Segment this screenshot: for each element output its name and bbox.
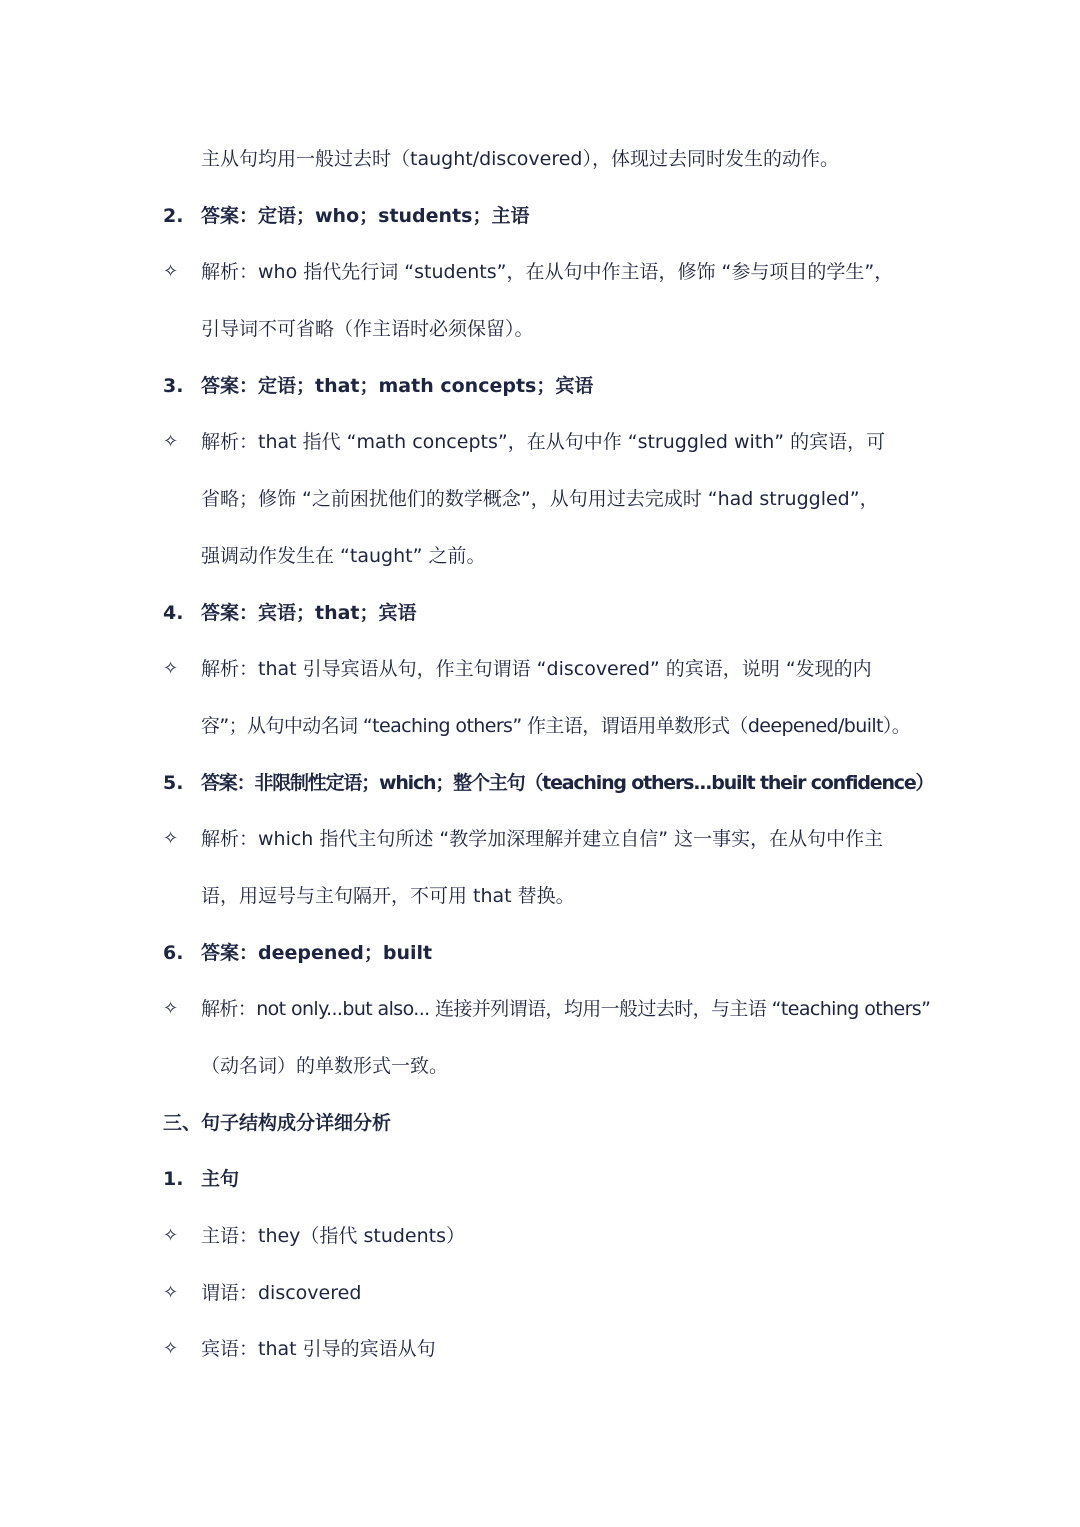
sparkle-bullet-icon: ✧ bbox=[163, 658, 179, 680]
answer-text: 答案：定语；that；math concepts；宾语 bbox=[201, 374, 594, 397]
line-text: 引导词不可省略（作主语时必须保留）。 bbox=[201, 318, 534, 341]
analysis-bullet bbox=[0, 1265, 1080, 1322]
explanation-bullet bbox=[0, 811, 1080, 868]
item-number: 1. bbox=[163, 1168, 184, 1191]
explanation-continuation bbox=[0, 868, 1080, 925]
line-text: 谓语：discovered bbox=[201, 1281, 362, 1304]
explanation-continuation bbox=[0, 1038, 1080, 1095]
line-text: 解析：that 引导宾语从句，作主句谓语 “discovered” 的宾语，说明 “发现的内 bbox=[201, 658, 872, 681]
line-text: 省略；修饰 “之前困扰他们的数学概念”，从句用过去完成时 “had struggled”， bbox=[201, 488, 879, 511]
line-text: 解析：which 指代主句所述 “教学加深理解并建立自信” 这一事实，在从句中作主 bbox=[201, 828, 884, 851]
sparkle-bullet-icon: ✧ bbox=[163, 1225, 179, 1247]
explanation-continuation bbox=[0, 131, 1080, 188]
explanation-bullet bbox=[0, 641, 1080, 698]
line-text: 主语：they（指代 students） bbox=[201, 1225, 465, 1248]
sparkle-bullet-icon: ✧ bbox=[163, 1281, 179, 1303]
line-text: 容”；从句中动名词 “teaching others” 作主语，谓语用单数形式（deepened/built）。 bbox=[201, 714, 911, 737]
sparkle-bullet-icon: ✧ bbox=[163, 431, 179, 453]
answer-text: 答案：定语；who；students；主语 bbox=[201, 204, 530, 227]
item-number: 3. bbox=[163, 374, 184, 397]
section-heading bbox=[0, 1095, 1080, 1152]
item-number: 5. bbox=[163, 771, 184, 794]
explanation-continuation bbox=[0, 528, 1080, 585]
line-text: 解析：that 指代 “math concepts”，在从句中作 “struggled with” 的宾语，可 bbox=[201, 431, 886, 454]
answer-text: 答案：deepened；built bbox=[201, 941, 433, 964]
explanation-continuation bbox=[0, 698, 1080, 755]
item-number: 6. bbox=[163, 941, 184, 964]
answer-heading bbox=[0, 585, 1080, 642]
answer-heading bbox=[0, 925, 1080, 982]
sparkle-bullet-icon: ✧ bbox=[163, 998, 179, 1020]
explanation-bullet bbox=[0, 414, 1080, 471]
analysis-bullet bbox=[0, 1208, 1080, 1265]
subsection-title: 主句 bbox=[201, 1168, 240, 1191]
line-text: 主从句均用一般过去时（taught/discovered），体现过去同时发生的动作。 bbox=[201, 148, 839, 170]
answer-heading bbox=[0, 755, 1080, 812]
line-text: 语，用逗号与主句隔开，不可用 that 替换。 bbox=[201, 884, 575, 907]
sparkle-bullet-icon: ✧ bbox=[163, 1338, 179, 1360]
section-title: 三、句子结构成分详细分析 bbox=[163, 1111, 392, 1134]
line-text: 解析：not only...but also... 连接并列谓语，均用一般过去时，与主语 “teaching others” bbox=[201, 998, 931, 1021]
line-text: 宾语：that 引导的宾语从句 bbox=[201, 1338, 436, 1361]
item-number: 4. bbox=[163, 601, 184, 624]
explanation-continuation bbox=[0, 301, 1080, 358]
answer-text: 答案：宾语；that；宾语 bbox=[201, 601, 417, 624]
subsection-heading bbox=[0, 1151, 1080, 1208]
line-text: 解析：who 指代先行词 “students”，在从句中作主语，修饰 “参与项目的学生”， bbox=[201, 261, 894, 284]
sparkle-bullet-icon: ✧ bbox=[163, 828, 179, 850]
sparkle-bullet-icon: ✧ bbox=[163, 261, 179, 283]
item-number: 2. bbox=[163, 204, 184, 227]
explanation-bullet bbox=[0, 244, 1080, 301]
analysis-bullet bbox=[0, 1321, 1080, 1378]
answer-text: 答案：非限制性定语；which；整个主句（teaching others...built their confidence） bbox=[201, 771, 934, 794]
explanation-bullet bbox=[0, 981, 1080, 1038]
document-page bbox=[0, 131, 1080, 1378]
line-text: 强调动作发生在 “taught” 之前。 bbox=[201, 544, 486, 567]
answer-heading bbox=[0, 358, 1080, 415]
answer-heading bbox=[0, 188, 1080, 245]
explanation-continuation bbox=[0, 471, 1080, 528]
line-text: （动名词）的单数形式一致。 bbox=[201, 1055, 449, 1077]
